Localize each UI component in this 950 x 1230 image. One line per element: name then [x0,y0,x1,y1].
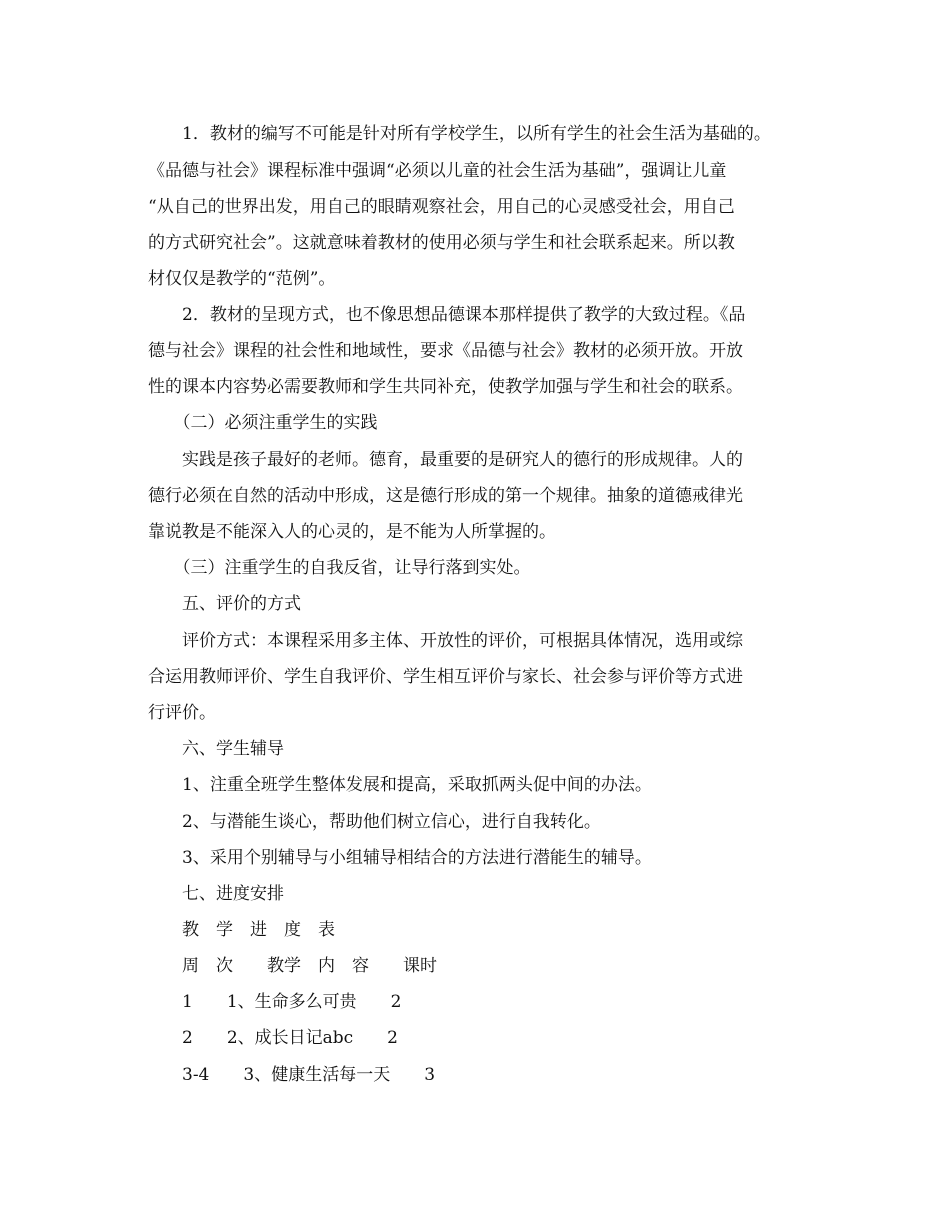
text-line: 材仅仅是教学的“范例”。 [148,269,336,289]
list-item: 3、采用个别辅导与小组辅导相结合的方法进行潜能生的辅导。 [148,848,652,868]
schedule-row: 3-4 3、健康生活每一天 3 [148,1065,436,1085]
text-line: 德行必须在自然的活动中形成，这是德行形成的第一个规律。抽象的道德戒律光 [148,486,743,506]
section-heading: 七、进度安排 [148,884,284,904]
list-item: 2、与潜能生谈心，帮助他们树立信心，进行自我转化。 [148,812,601,832]
text-line: 《品德与社会》课程标准中强调“必须以儿童的社会生活为基础”，强调让儿童 [148,161,727,181]
text-line: 实践是孩子最好的老师。德育，最重要的是研究人的德行的形成规律。人的 [148,450,743,470]
text-line: 2．教材的呈现方式，也不像思想品德课本那样提供了教学的大致过程。《品 [148,305,746,325]
schedule-row: 2 2、成长日记abc 2 [148,1028,398,1048]
section-heading: 五、评价的方式 [148,594,301,614]
text-line: 靠说教是不能深入人的心灵的，是不能为人所掌握的。 [148,522,556,542]
text-line: 合运用教师评价、学生自我评价、学生相互评价与家长、社会参与评价等方式进 [148,667,743,687]
text-line: 性的课本内容势必需要教师和学生共同补充，使教学加强与学生和社会的联系。 [148,377,743,397]
text-line: 1．教材的编写不可能是针对所有学校学生，以所有学生的社会生活为基础的。 [148,124,771,144]
text-line: 的方式研究社会”。这就意味着教材的使用必须与学生和社会联系起来。所以教 [148,233,735,253]
section-heading: 六、学生辅导 [148,739,284,759]
section-heading: （三）注重学生的自我反省，让导行落到实处。 [148,558,531,578]
text-line: “从自己的世界出发，用自己的眼睛观察社会，用自己的心灵感受社会，用自己 [148,197,735,217]
list-item: 1、注重全班学生整体发展和提高，采取抓两头促中间的办法。 [148,775,652,795]
text-line: 评价方式：本课程采用多主体、开放性的评价，可根据具体情况，选用或综 [148,631,743,651]
text-line: 德与社会》课程的社会性和地域性，要求《品德与社会》教材的必须开放。开放 [148,341,743,361]
schedule-title: 教 学 进 度 表 [148,920,335,940]
section-heading: （二）必须注重学生的实践 [148,413,378,433]
schedule-row: 1 1、生命多么可贵 2 [148,992,402,1012]
schedule-header: 周 次 教学 内 容 课时 [148,956,437,976]
text-line: 行评价。 [148,703,216,723]
